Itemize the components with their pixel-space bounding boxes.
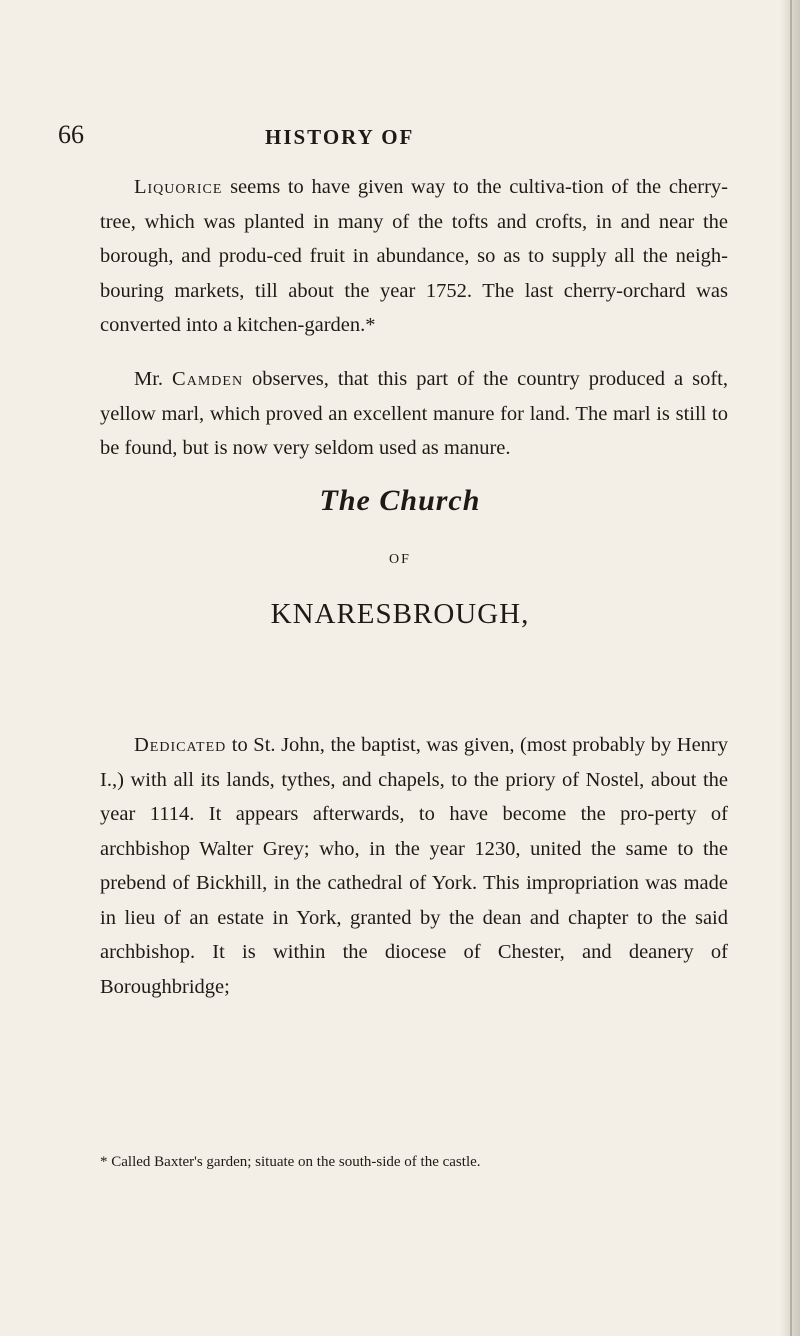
section-title-of: OF: [389, 552, 411, 567]
page-edge-line: [790, 0, 792, 1336]
section-title: The Church: [319, 484, 481, 517]
footnote: * Called Baxter's garden; situate on the south-side of the castle.: [100, 1154, 481, 1170]
lead-word: Liquorice: [134, 176, 223, 198]
page-number: 66: [58, 120, 84, 149]
paragraph-camden: [100, 362, 728, 466]
page-header: [0, 120, 800, 160]
paragraph-text: to St. John, the baptist, was given, (most probably by Henry I.,) with all its lands, tythes, and chapels, to the priory of Nostel, about the year 1114. It appears afterwards, to have become the pro-perty of archbishop Walter Grey; who, in the year 1230, united the same to the prebend of Bickhill, in the cathedral of York. This impropriation was made in lieu of an estate in York, granted by the dean and chapter to the said archbishop. It is within the diocese of Chester, and deanery of Boroughbridge;: [100, 734, 728, 998]
section-title-place: KNARESBROUGH,: [270, 598, 530, 630]
paragraph-text: observes, that this part of the country produced a soft, yellow marl, which proved an excellent manure for land. The marl is still to be found, but is now very seldom used as manure.: [100, 368, 728, 459]
paragraph-liquorice: [100, 170, 728, 343]
lead-word: Dedicated: [134, 734, 227, 756]
running-head: HISTORY OF: [265, 125, 415, 149]
paragraph-prefix: Mr.: [134, 368, 173, 390]
author-name: Camden: [172, 368, 244, 390]
paragraph-text: seems to have given way to the cultiva-tion of the cherry-tree, which was planted in many of the tofts and crofts, in and near the borough, and produ-ced fruit in abundance, so as to supply all the neigh-bouring markets, till about the year 1752. The last cherry-orchard was converted into a kitchen-garden.*: [100, 176, 728, 336]
paragraph-church: [100, 728, 728, 1004]
